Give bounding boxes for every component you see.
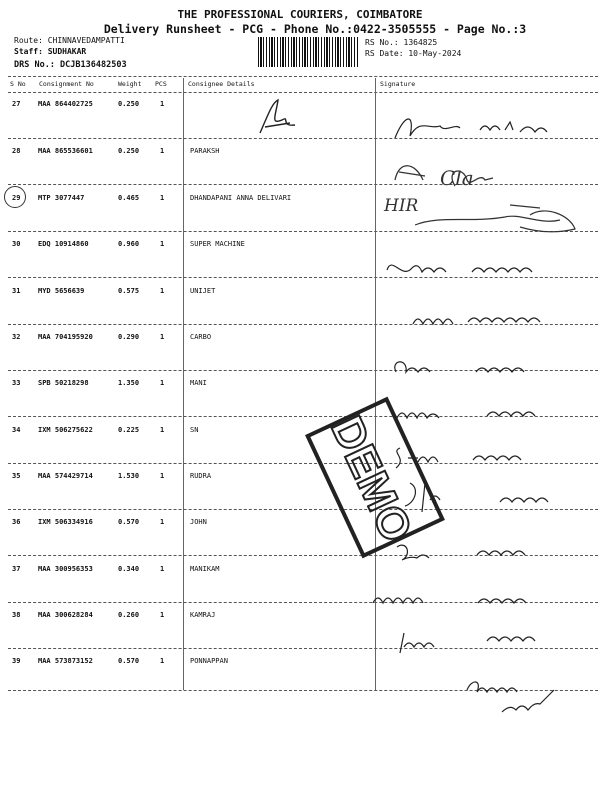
route-label: Route: CHINNAVEDAMPATTI [14, 36, 125, 45]
row-weight: 0.250 [118, 147, 140, 155]
row-consignment: MAA 864402725 [38, 100, 93, 108]
signature-scribble-row33 [392, 398, 577, 428]
row-pcs: 1 [160, 565, 165, 573]
row-consignment: MAA 574429714 [38, 472, 93, 480]
row-consignment: MAA 573873152 [38, 657, 93, 665]
row-consignee: MANIKAM [190, 565, 220, 573]
row-pcs: 1 [160, 472, 165, 480]
row-weight: 0.570 [118, 657, 140, 665]
row-consignment: MAA 300628284 [38, 611, 93, 619]
row-pcs: 1 [160, 611, 165, 619]
row-pcs: 1 [160, 194, 165, 202]
col-weight: Weight [118, 80, 142, 88]
drs-label: DRS No.: DCJB136482503 [14, 60, 127, 70]
row-sno: 29 [12, 194, 21, 202]
signature-scribble-row39 [462, 670, 572, 720]
row-consignment: MAA 704195920 [38, 333, 93, 341]
row-consignee: JOHN [190, 518, 207, 526]
row-highlight-circle [4, 186, 26, 208]
table-top-border [8, 76, 598, 77]
col-pcs: PCS [155, 80, 167, 88]
row-weight: 0.225 [118, 426, 140, 434]
header-divider [8, 92, 598, 93]
row-weight: 0.960 [118, 240, 140, 248]
row-consignee: CARBO [190, 333, 212, 341]
row-pcs: 1 [160, 657, 165, 665]
row-weight: 0.260 [118, 611, 140, 619]
rs-date: RS Date: 10-May-2024 [365, 49, 462, 58]
row-sno: 35 [12, 472, 21, 480]
row-pcs: 1 [160, 426, 165, 434]
row-weight: 0.250 [118, 100, 140, 108]
row-pcs: 1 [160, 518, 165, 526]
signature-scribble-row27 [385, 108, 580, 148]
row-sno: 37 [12, 565, 21, 573]
row-pcs: 1 [160, 333, 165, 341]
row-weight: 0.290 [118, 333, 140, 341]
row-pcs: 1 [160, 240, 165, 248]
row-weight: 0.340 [118, 565, 140, 573]
table-row [0, 147, 600, 193]
company-title: THE PROFESSIONAL COURIERS, COIMBATORE [177, 8, 423, 21]
row-consignee: SN [190, 426, 199, 434]
row-consignment: IXM 506334916 [38, 518, 93, 526]
row-sno: 32 [12, 333, 21, 341]
row-weight: 0.575 [118, 287, 140, 295]
row-consignment: MAA 300956353 [38, 565, 93, 573]
signature-scribble-row31 [408, 302, 583, 334]
row-consignee: UNIJET [190, 287, 216, 295]
row-weight: 0.465 [118, 194, 140, 202]
rs-number: RS No.: 1364825 [365, 38, 438, 47]
signature-scribble-row38 [392, 625, 577, 661]
row-pcs: 1 [160, 287, 165, 295]
row-divider [8, 184, 598, 185]
handwriting-hir: HIR [384, 196, 419, 216]
row-sno: 27 [12, 100, 21, 108]
row-consignment: SPB 50218298 [38, 379, 89, 387]
row-weight: 1.350 [118, 379, 140, 387]
row-consignee: PONNAPPAN [190, 657, 228, 665]
row-consignment: MAA 865536601 [38, 147, 93, 155]
runsheet-title: Delivery Runsheet - PCG - Phone No.:0422-3505555 - Page No.:3 [103, 22, 527, 36]
signature-scribble-row29 [410, 195, 585, 240]
col-consignment: Consignment No [39, 80, 94, 88]
row-consignee: MANI [190, 379, 207, 387]
row-consignee: PARAKSH [190, 147, 220, 155]
row-consignment: IXM 506275622 [38, 426, 93, 434]
row-consignee: DHANDAPANI ANNA DELIVARI [190, 194, 292, 202]
row-consignment: MTP 3077447 [38, 194, 85, 202]
rs-info [365, 37, 461, 59]
signature-scribble-row30 [382, 250, 572, 285]
col-consignee: Consignee Details [188, 80, 255, 88]
row-pcs: 1 [160, 147, 165, 155]
signature-scribble-consignee [250, 95, 300, 140]
demo-stamp-text: DEMO [321, 409, 422, 550]
col-sno: S No [10, 80, 26, 88]
row-sno: 31 [12, 287, 21, 295]
row-weight: 1.530 [118, 472, 140, 480]
row-weight: 0.570 [118, 518, 140, 526]
signature-scribble-row32 [388, 352, 568, 384]
signature-scribble-row36 [392, 535, 577, 567]
staff-label: Staff: SUDHAKAR [14, 47, 87, 56]
signature-scribble-row37 [368, 585, 578, 615]
row-sno: 34 [12, 426, 21, 434]
handwriting-cla: Cla [440, 166, 474, 190]
row-pcs: 1 [160, 100, 165, 108]
row-consignee: RUDRA [190, 472, 212, 480]
row-sno: 38 [12, 611, 21, 619]
row-consignee: SUPER MACHINE [190, 240, 245, 248]
row-consignee: KAMRAJ [190, 611, 216, 619]
row-sno: 28 [12, 147, 21, 155]
row-pcs: 1 [160, 379, 165, 387]
col-signature: Signature [380, 80, 416, 88]
row-sno: 33 [12, 379, 21, 387]
row-sno: 30 [12, 240, 21, 248]
row-consignment: EDQ 10914860 [38, 240, 89, 248]
row-sno: 36 [12, 518, 21, 526]
row-consignment: MYD 5656639 [38, 287, 85, 295]
barcode [258, 37, 358, 67]
row-sno: 39 [12, 657, 21, 665]
